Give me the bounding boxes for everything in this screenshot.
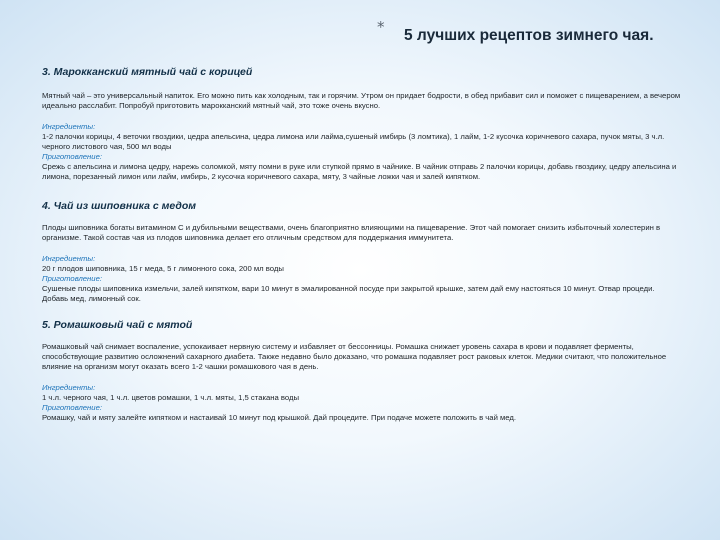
ingredients-label: Ингредиенты:: [42, 383, 96, 392]
recipe-section-4: [42, 200, 682, 304]
preparation-text: Срежь с апельсина и лимона цедру, нарежь соломкой, мяту помни в руке или ступкой прямо в чайнике. В чайник отправь 2 палочки корицы, добавь гвоздику, цедру апельсина и лимона, порезанный лимон или лайм, имбирь, 2 кусочка коричневого сахара, мяту, 3 чайные ложки чая и залей кипятком.: [42, 162, 677, 181]
preparation-text: Ромашку, чай и мяту залейте кипятком и настаивай 10 минут под крышкой. Дай процедите. При подаче можете положить в чай мед.: [42, 413, 517, 422]
recipe-heading: 5. Ромашковый чай с мятой: [42, 319, 193, 331]
ingredients-label: Ингредиенты:: [42, 122, 96, 131]
page-title: 5 лучших рецептов зимнего чая.: [404, 27, 654, 44]
recipe-heading: 4. Чай из шиповника с медом: [42, 200, 197, 212]
ingredients-text: 1-2 палочки корицы, 4 веточки гвоздики, цедра апельсина, цедра лимона или лайма,сушеный имбирь (3 ломтика), 1 лайм, 1-2 кусочка коричневого сахара, пучок мяты, 3 ч.л. черного листового чая, 500 мл воды: [42, 132, 665, 151]
recipe-intro: Ромашковый чай снимает воспаление, успокаивает нервную систему и избавляет от бессонницы. Ромашка снижает уровень сахара в крови и подавляет ферменты, способствующие развитию осложнений сахарного диабета. Также недавно было доказано, что ромашка подавляет рост раковых клеток. Медики считают, что положительное влияние на организм могут оказать всего 1-2 чашки ромашкового чая в день.: [42, 342, 667, 371]
recipe-intro: Мятный чай – это универсальный напиток. Его можно пить как холодным, так и горячим. Утром он придает бодрости, в обед прибавит сил и поможет с пищеварением, а вечером идеально расслабит. Попробуй приготовить марокканский мятный чай, это тоже очень вкусно.: [42, 91, 681, 110]
preparation-label: Приготовление:: [42, 274, 102, 283]
recipe-section-3: [42, 66, 682, 182]
preparation-text: Сушеные плоды шиповника измельчи, залей кипятком, вари 10 минут в эмалированной посуде при закрытой крышке, затем дай ему настояться 10 минут. Отвар процеди. Добавь мед, лимонный сок.: [42, 284, 655, 303]
recipes-content: [42, 66, 682, 423]
asterisk-bullet-icon: *: [377, 18, 385, 36]
ingredients-text: 20 г плодов шиповника, 15 г меда, 5 г лимонного сока, 200 мл воды: [42, 264, 284, 273]
ingredients-text: 1 ч.л. черного чая, 1 ч.л. цветов ромашки, 1 ч.л. мяты, 1,5 стакана воды: [42, 393, 300, 402]
ingredients-label: Ингредиенты:: [42, 254, 96, 263]
preparation-label: Приготовление:: [42, 152, 102, 161]
recipe-section-5: [42, 319, 682, 423]
recipe-intro: Плоды шиповника богаты витамином С и дубильными веществами, очень благоприятно влияющими на пищеварение. Этот чай помогает снизить избыточный холестерин в организме. Такой состав чая из плодов шиповника делает его отличным средством для поддержания иммунитета.: [42, 223, 661, 242]
recipe-heading: 3. Марокканский мятный чай с корицей: [42, 66, 253, 78]
preparation-label: Приготовление:: [42, 403, 102, 412]
